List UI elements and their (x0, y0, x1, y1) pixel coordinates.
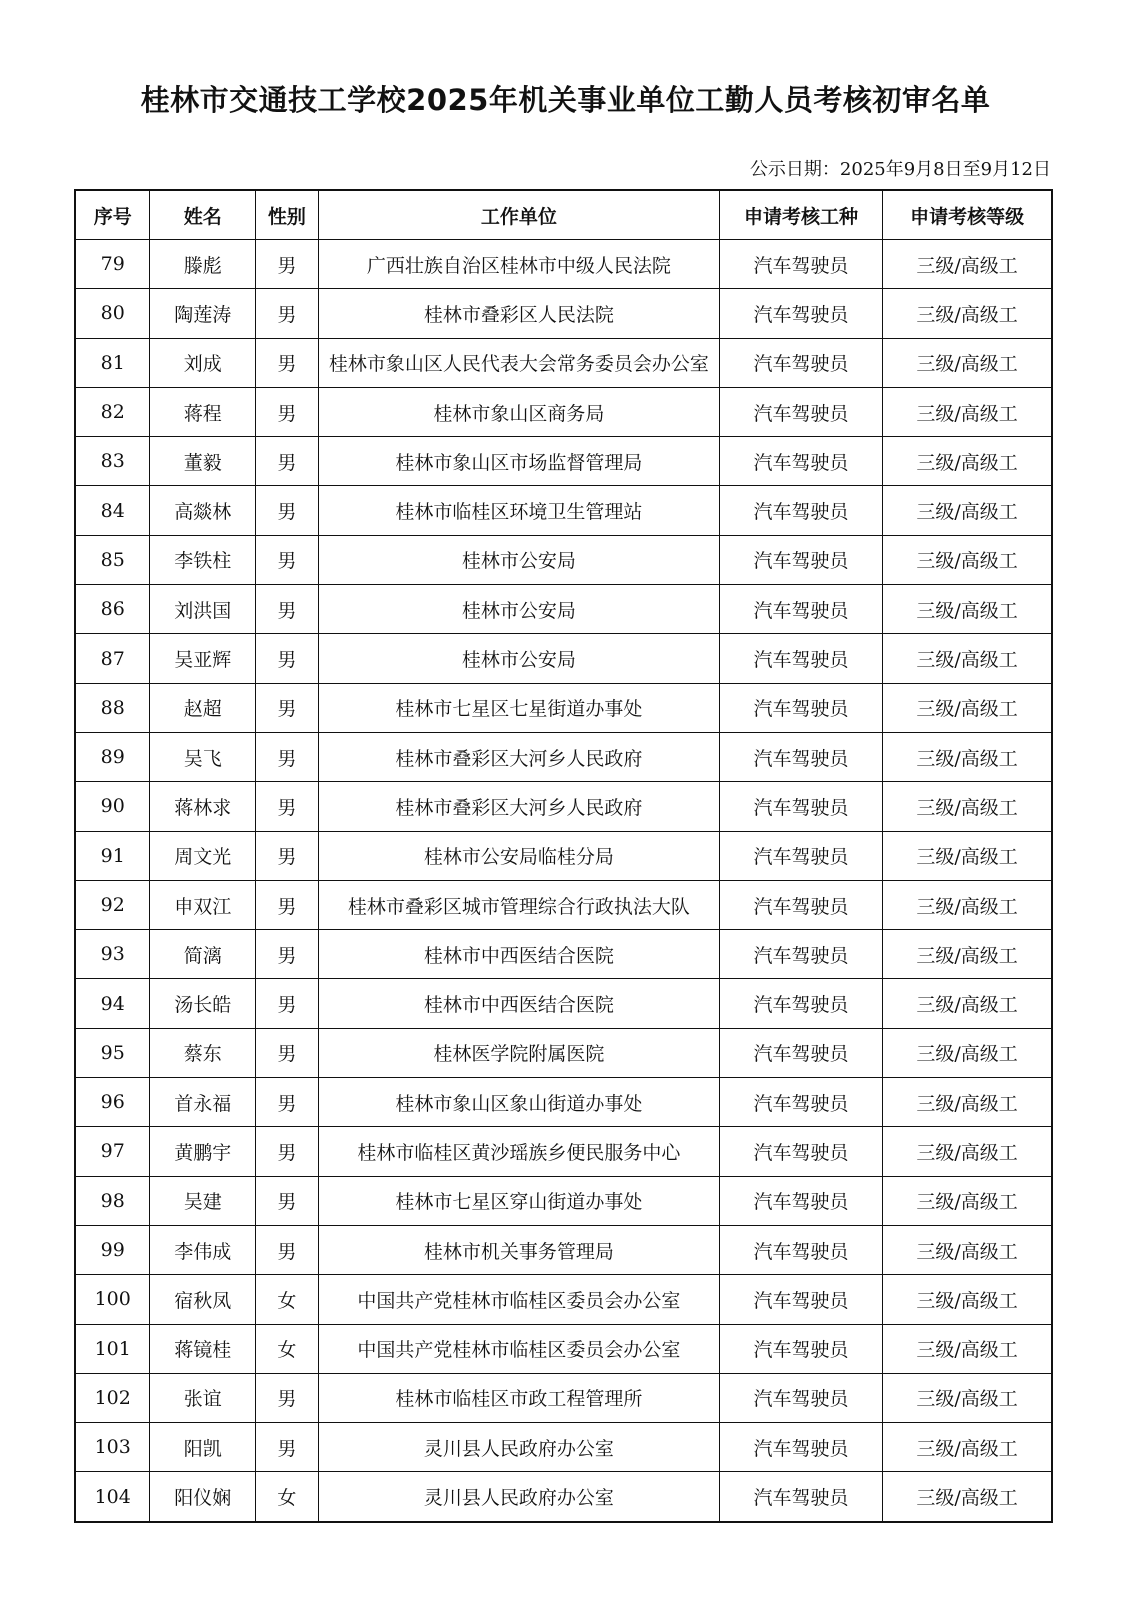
name-cell: 刘成 (150, 338, 256, 387)
serial-number-cell: 90 (75, 782, 150, 831)
work-unit-cell: 中国共产党桂林市临桂区委员会办公室 (318, 1324, 719, 1373)
roster-table (74, 189, 1053, 1523)
gender-cell: 男 (256, 782, 319, 831)
gender-cell: 男 (256, 1028, 319, 1077)
work-unit-cell: 桂林市机关事务管理局 (318, 1225, 719, 1274)
work-unit-cell: 桂林市中西医结合医院 (318, 930, 719, 979)
table-row (75, 585, 1052, 634)
serial-number-cell: 89 (75, 732, 150, 781)
work-unit-cell: 桂林市公安局 (318, 585, 719, 634)
gender-cell: 男 (256, 585, 319, 634)
serial-number-cell: 87 (75, 634, 150, 683)
table-row (75, 732, 1052, 781)
level-cell: 三级/高级工 (883, 1423, 1052, 1472)
gender-cell: 男 (256, 1078, 319, 1127)
gender-cell: 男 (256, 240, 319, 289)
table-row (75, 1423, 1052, 1472)
publication-date: 公示日期：2025年9月8日至9月12日 (749, 159, 1051, 180)
trade-cell: 汽车驾驶员 (719, 782, 882, 831)
table-row (75, 979, 1052, 1028)
work-unit-cell: 桂林市象山区市场监督管理局 (318, 437, 719, 486)
gender-cell: 男 (256, 930, 319, 979)
name-cell: 李伟成 (150, 1225, 256, 1274)
serial-number-cell: 103 (75, 1423, 150, 1472)
name-cell: 吴飞 (150, 732, 256, 781)
work-unit-cell: 桂林市叠彩区城市管理综合行政执法大队 (318, 880, 719, 929)
table-row (75, 1078, 1052, 1127)
gender-cell: 男 (256, 338, 319, 387)
work-unit-cell: 桂林市公安局 (318, 535, 719, 584)
gender-cell: 男 (256, 289, 319, 338)
work-unit-cell: 桂林市七星区七星街道办事处 (318, 683, 719, 732)
gender-cell: 女 (256, 1472, 319, 1522)
level-cell: 三级/高级工 (883, 930, 1052, 979)
serial-number-cell: 88 (75, 683, 150, 732)
work-unit-cell: 桂林医学院附属医院 (318, 1028, 719, 1077)
serial-number-cell: 99 (75, 1225, 150, 1274)
name-cell: 董毅 (150, 437, 256, 486)
trade-cell: 汽车驾驶员 (719, 683, 882, 732)
name-cell: 蒋程 (150, 387, 256, 436)
work-unit-cell: 桂林市临桂区黄沙瑶族乡便民服务中心 (318, 1127, 719, 1176)
level-cell: 三级/高级工 (883, 437, 1052, 486)
trade-cell: 汽车驾驶员 (719, 1324, 882, 1373)
header-trade: 申请考核工种 (719, 190, 882, 240)
work-unit-cell: 桂林市象山区象山街道办事处 (318, 1078, 719, 1127)
name-cell: 赵超 (150, 683, 256, 732)
trade-cell: 汽车驾驶员 (719, 634, 882, 683)
serial-number-cell: 104 (75, 1472, 150, 1522)
table-row (75, 930, 1052, 979)
name-cell: 蒋镜桂 (150, 1324, 256, 1373)
name-cell: 滕彪 (150, 240, 256, 289)
trade-cell: 汽车驾驶员 (719, 1225, 882, 1274)
serial-number-cell: 93 (75, 930, 150, 979)
trade-cell: 汽车驾驶员 (719, 585, 882, 634)
table-body (75, 240, 1052, 1522)
name-cell: 张谊 (150, 1373, 256, 1422)
trade-cell: 汽车驾驶员 (719, 338, 882, 387)
table-row (75, 683, 1052, 732)
name-cell: 阳凯 (150, 1423, 256, 1472)
table-row (75, 535, 1052, 584)
gender-cell: 男 (256, 831, 319, 880)
name-cell: 简漓 (150, 930, 256, 979)
header-serial-number: 序号 (75, 190, 150, 240)
level-cell: 三级/高级工 (883, 979, 1052, 1028)
gender-cell: 男 (256, 437, 319, 486)
serial-number-cell: 80 (75, 289, 150, 338)
trade-cell: 汽车驾驶员 (719, 880, 882, 929)
level-cell: 三级/高级工 (883, 831, 1052, 880)
gender-cell: 男 (256, 732, 319, 781)
level-cell: 三级/高级工 (883, 486, 1052, 535)
gender-cell: 男 (256, 1373, 319, 1422)
name-cell: 宿秋凤 (150, 1275, 256, 1324)
name-cell: 黄鹏宇 (150, 1127, 256, 1176)
header-level: 申请考核等级 (883, 190, 1052, 240)
trade-cell: 汽车驾驶员 (719, 1373, 882, 1422)
serial-number-cell: 101 (75, 1324, 150, 1373)
serial-number-cell: 97 (75, 1127, 150, 1176)
serial-number-cell: 79 (75, 240, 150, 289)
table-header (75, 190, 1052, 240)
table-row (75, 437, 1052, 486)
work-unit-cell: 广西壮族自治区桂林市中级人民法院 (318, 240, 719, 289)
serial-number-cell: 96 (75, 1078, 150, 1127)
gender-cell: 男 (256, 535, 319, 584)
serial-number-cell: 83 (75, 437, 150, 486)
table-row (75, 387, 1052, 436)
trade-cell: 汽车驾驶员 (719, 1275, 882, 1324)
gender-cell: 男 (256, 387, 319, 436)
level-cell: 三级/高级工 (883, 1176, 1052, 1225)
name-cell: 吴亚辉 (150, 634, 256, 683)
serial-number-cell: 95 (75, 1028, 150, 1077)
trade-cell: 汽车驾驶员 (719, 1127, 882, 1176)
trade-cell: 汽车驾驶员 (719, 289, 882, 338)
serial-number-cell: 92 (75, 880, 150, 929)
gender-cell: 男 (256, 1225, 319, 1274)
table-row (75, 289, 1052, 338)
table-row (75, 1225, 1052, 1274)
work-unit-cell: 桂林市公安局临桂分局 (318, 831, 719, 880)
serial-number-cell: 98 (75, 1176, 150, 1225)
serial-number-cell: 100 (75, 1275, 150, 1324)
serial-number-cell: 94 (75, 979, 150, 1028)
name-cell: 刘洪国 (150, 585, 256, 634)
name-cell: 申双江 (150, 880, 256, 929)
work-unit-cell: 桂林市叠彩区大河乡人民政府 (318, 732, 719, 781)
name-cell: 周文光 (150, 831, 256, 880)
table-row (75, 240, 1052, 289)
gender-cell: 男 (256, 880, 319, 929)
level-cell: 三级/高级工 (883, 585, 1052, 634)
table-row (75, 1472, 1052, 1522)
name-cell: 汤长皓 (150, 979, 256, 1028)
trade-cell: 汽车驾驶员 (719, 535, 882, 584)
level-cell: 三级/高级工 (883, 1324, 1052, 1373)
trade-cell: 汽车驾驶员 (719, 486, 882, 535)
gender-cell: 男 (256, 979, 319, 1028)
trade-cell: 汽车驾驶员 (719, 831, 882, 880)
level-cell: 三级/高级工 (883, 1028, 1052, 1077)
trade-cell: 汽车驾驶员 (719, 732, 882, 781)
gender-cell: 男 (256, 486, 319, 535)
gender-cell: 女 (256, 1275, 319, 1324)
work-unit-cell: 桂林市七星区穿山街道办事处 (318, 1176, 719, 1225)
table-row (75, 486, 1052, 535)
header-work-unit: 工作单位 (318, 190, 719, 240)
gender-cell: 男 (256, 1176, 319, 1225)
work-unit-cell: 灵川县人民政府办公室 (318, 1472, 719, 1522)
trade-cell: 汽车驾驶员 (719, 240, 882, 289)
work-unit-cell: 桂林市象山区人民代表大会常务委员会办公室 (318, 338, 719, 387)
table-row (75, 1127, 1052, 1176)
trade-cell: 汽车驾驶员 (719, 1176, 882, 1225)
trade-cell: 汽车驾驶员 (719, 1472, 882, 1522)
table-row (75, 1176, 1052, 1225)
trade-cell: 汽车驾驶员 (719, 930, 882, 979)
table-row (75, 1028, 1052, 1077)
header-row (75, 190, 1052, 240)
name-cell: 高燚林 (150, 486, 256, 535)
name-cell: 阳仪娴 (150, 1472, 256, 1522)
gender-cell: 男 (256, 1127, 319, 1176)
level-cell: 三级/高级工 (883, 240, 1052, 289)
name-cell: 陶莲涛 (150, 289, 256, 338)
level-cell: 三级/高级工 (883, 1275, 1052, 1324)
table-row (75, 782, 1052, 831)
table-row (75, 634, 1052, 683)
work-unit-cell: 桂林市临桂区环境卫生管理站 (318, 486, 719, 535)
header-gender: 性别 (256, 190, 319, 240)
table-row (75, 338, 1052, 387)
table-row (75, 1324, 1052, 1373)
name-cell: 蔡东 (150, 1028, 256, 1077)
work-unit-cell: 中国共产党桂林市临桂区委员会办公室 (318, 1275, 719, 1324)
trade-cell: 汽车驾驶员 (719, 1028, 882, 1077)
serial-number-cell: 82 (75, 387, 150, 436)
name-cell: 首永福 (150, 1078, 256, 1127)
name-cell: 蒋林求 (150, 782, 256, 831)
table-row (75, 1373, 1052, 1422)
level-cell: 三级/高级工 (883, 1127, 1052, 1176)
table-row (75, 831, 1052, 880)
name-cell: 李铁柱 (150, 535, 256, 584)
level-cell: 三级/高级工 (883, 338, 1052, 387)
serial-number-cell: 84 (75, 486, 150, 535)
work-unit-cell: 桂林市象山区商务局 (318, 387, 719, 436)
serial-number-cell: 91 (75, 831, 150, 880)
name-cell: 吴建 (150, 1176, 256, 1225)
level-cell: 三级/高级工 (883, 683, 1052, 732)
table-row (75, 1275, 1052, 1324)
trade-cell: 汽车驾驶员 (719, 979, 882, 1028)
serial-number-cell: 85 (75, 535, 150, 584)
level-cell: 三级/高级工 (883, 535, 1052, 584)
level-cell: 三级/高级工 (883, 732, 1052, 781)
trade-cell: 汽车驾驶员 (719, 387, 882, 436)
work-unit-cell: 桂林市叠彩区人民法院 (318, 289, 719, 338)
table-row (75, 880, 1052, 929)
level-cell: 三级/高级工 (883, 880, 1052, 929)
level-cell: 三级/高级工 (883, 1373, 1052, 1422)
trade-cell: 汽车驾驶员 (719, 1423, 882, 1472)
trade-cell: 汽车驾驶员 (719, 437, 882, 486)
gender-cell: 女 (256, 1324, 319, 1373)
serial-number-cell: 86 (75, 585, 150, 634)
work-unit-cell: 桂林市中西医结合医院 (318, 979, 719, 1028)
level-cell: 三级/高级工 (883, 387, 1052, 436)
work-unit-cell: 灵川县人民政府办公室 (318, 1423, 719, 1472)
level-cell: 三级/高级工 (883, 1472, 1052, 1522)
level-cell: 三级/高级工 (883, 1225, 1052, 1274)
gender-cell: 男 (256, 683, 319, 732)
level-cell: 三级/高级工 (883, 289, 1052, 338)
work-unit-cell: 桂林市临桂区市政工程管理所 (318, 1373, 719, 1422)
trade-cell: 汽车驾驶员 (719, 1078, 882, 1127)
work-unit-cell: 桂林市叠彩区大河乡人民政府 (318, 782, 719, 831)
level-cell: 三级/高级工 (883, 782, 1052, 831)
level-cell: 三级/高级工 (883, 1078, 1052, 1127)
work-unit-cell: 桂林市公安局 (318, 634, 719, 683)
document-title: 桂林市交通技工学校2025年机关事业单位工勤人员考核初审名单 (140, 83, 991, 117)
level-cell: 三级/高级工 (883, 634, 1052, 683)
serial-number-cell: 102 (75, 1373, 150, 1422)
gender-cell: 男 (256, 1423, 319, 1472)
header-name: 姓名 (150, 190, 256, 240)
gender-cell: 男 (256, 634, 319, 683)
serial-number-cell: 81 (75, 338, 150, 387)
